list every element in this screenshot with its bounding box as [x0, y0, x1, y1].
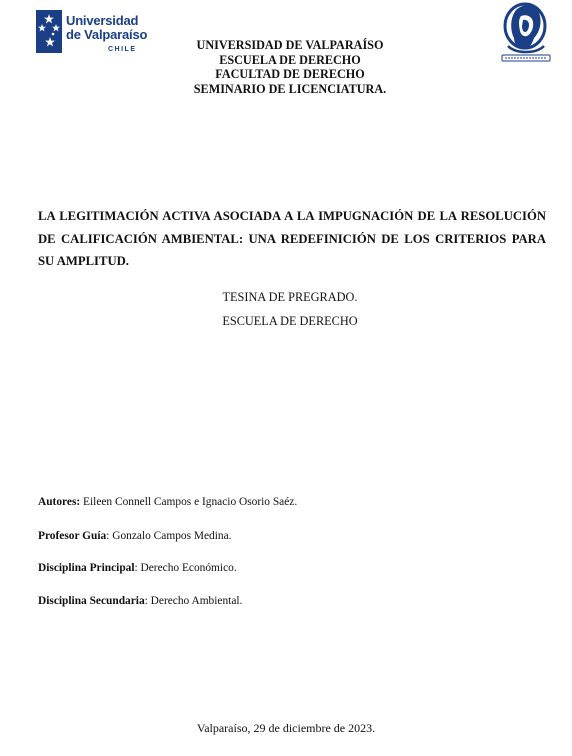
- thesis-type: [190, 285, 390, 333]
- institution-header: [140, 38, 440, 96]
- header-line-seminar: SEMINARIO DE LICENCIATURA.: [193, 81, 387, 96]
- thesis-type-line: TESINA DE PREGRADO.: [222, 290, 358, 304]
- thesis-school-line: ESCUELA DE DERECHO: [222, 314, 358, 328]
- primary-discipline-value: : Derecho Económico.: [134, 562, 237, 574]
- place-and-date: Valparaíso, 29 de diciembre de 2023.: [196, 721, 376, 735]
- secondary-discipline-label: Disciplina Secundaria: [38, 595, 145, 607]
- advisor-row: [38, 530, 232, 542]
- authors-row: [38, 496, 297, 508]
- southern-cross-icon: [36, 10, 62, 53]
- secondary-discipline-row: [38, 595, 242, 607]
- university-seal-icon: [494, 0, 560, 66]
- university-logo-country: CHILE: [108, 46, 137, 53]
- header-line-university: UNIVERSIDAD DE VALPARAÍSO: [196, 38, 384, 52]
- advisor-label: Profesor Guía: [38, 530, 107, 542]
- primary-discipline-label: Disciplina Principal: [38, 562, 135, 574]
- primary-discipline-row: [38, 562, 237, 574]
- thesis-title: LA LEGITIMACIÓN ACTIVA ASOCIADA A LA IMPUGNACIÓN DE LA RESOLUCIÓN DE CALIFICACIÓN AMBIENTAL: UNA REDEFINICIÓN DE LOS CRITERIOS PARA SU AMPLITUD.: [38, 209, 546, 269]
- authors-label: Autores:: [38, 496, 81, 508]
- authors-value: Eileen Connell Campos e Ignacio Osorio Saéz.: [80, 496, 298, 508]
- header-line-faculty: FACULTAD DE DERECHO: [215, 67, 365, 82]
- university-logo-name: Universidad de Valparaíso: [66, 13, 148, 42]
- advisor-value: : Gonzalo Campos Medina.: [106, 530, 232, 542]
- header-line-school: ESCUELA DE DERECHO: [219, 52, 361, 67]
- secondary-discipline-value: : Derecho Ambiental.: [144, 595, 243, 607]
- university-logo: [36, 10, 148, 60]
